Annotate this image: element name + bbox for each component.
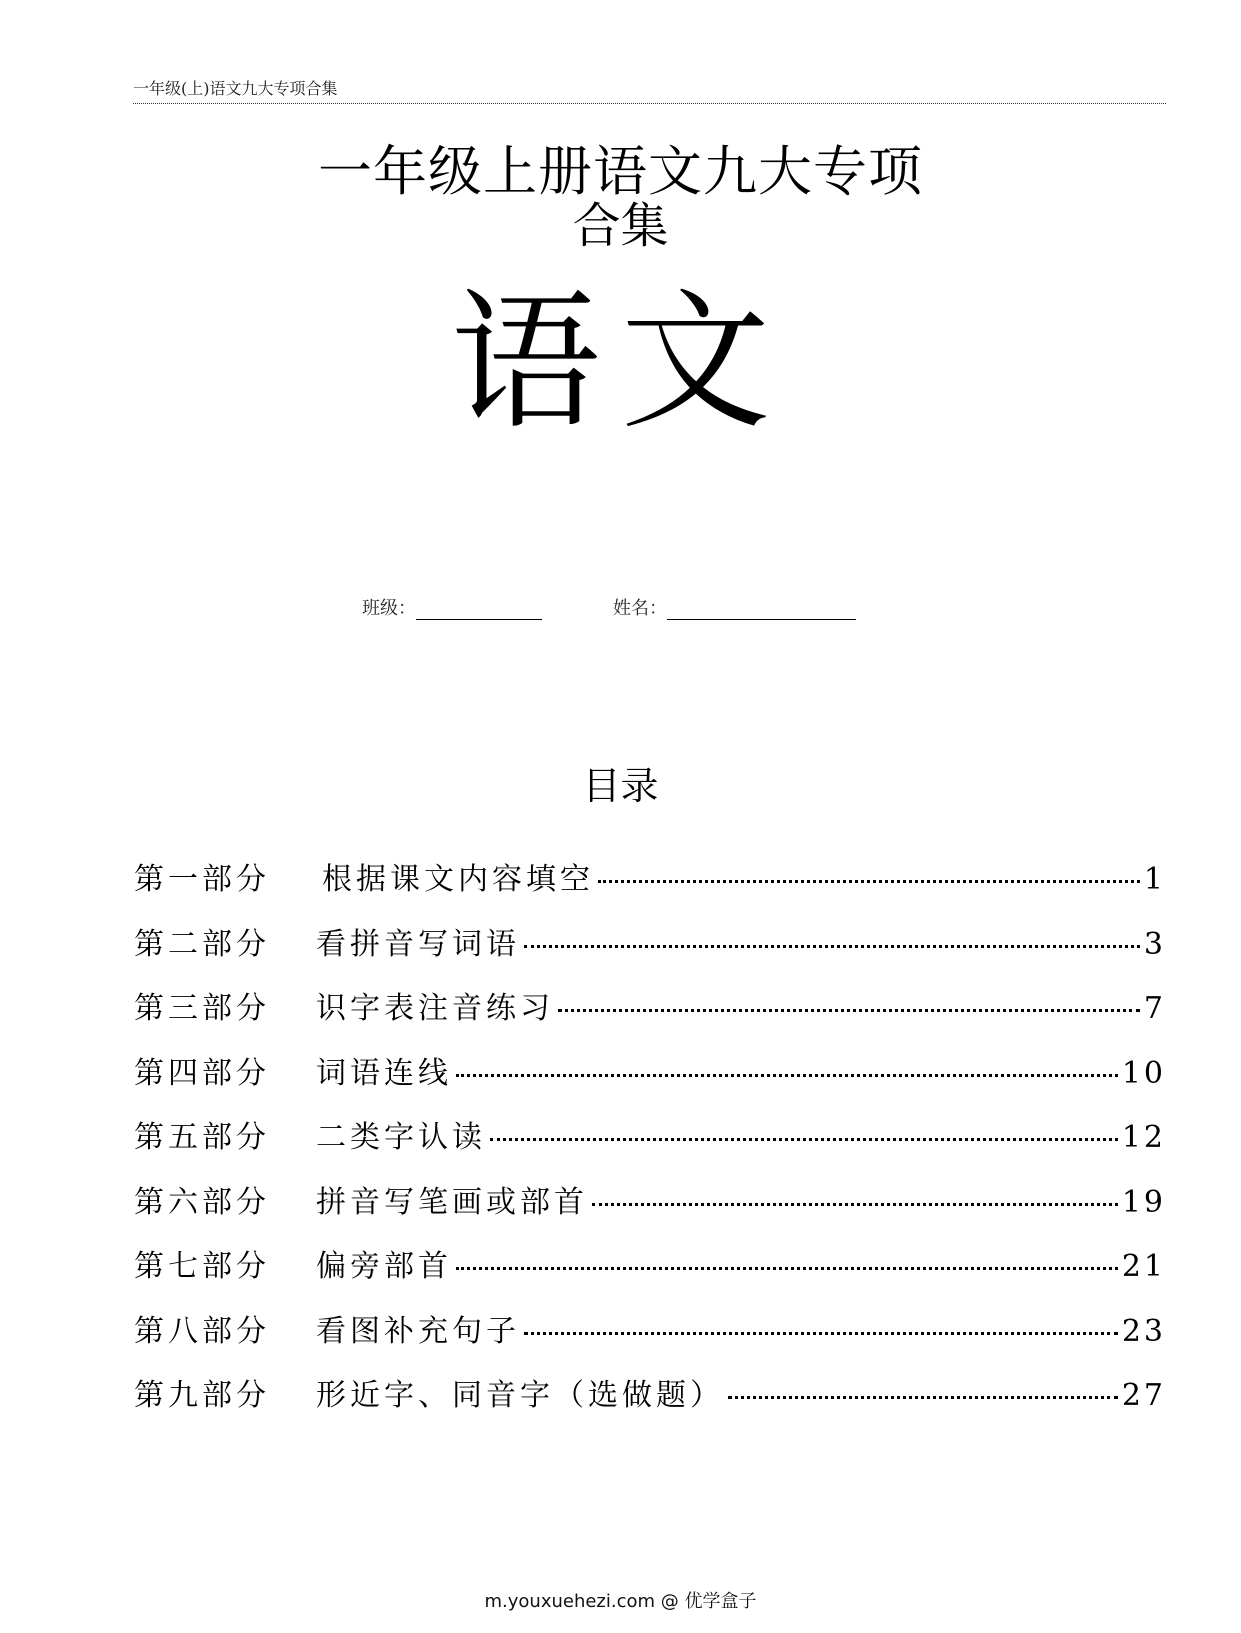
- toc-page-number: 27: [1121, 1378, 1166, 1413]
- toc-dot-leader: [558, 1009, 1140, 1012]
- running-header: 一年级(上)语文九大专项合集: [133, 78, 1166, 104]
- subject-heading: 语文: [450, 276, 791, 450]
- toc-section-title: 识字表注音练习: [316, 991, 554, 1026]
- table-of-contents: [134, 858, 1166, 1439]
- toc-page-number: 10: [1121, 1055, 1166, 1091]
- class-blank-line: [416, 601, 542, 620]
- toc-part-label: 第五部分: [134, 1120, 270, 1155]
- toc-section-title: 看拼音写词语: [316, 926, 520, 962]
- toc-section-title: 二类字认读: [316, 1120, 486, 1155]
- toc-part-label: 第九部分: [134, 1378, 270, 1413]
- class-label: 班级：: [362, 598, 416, 619]
- toc-entry: [134, 923, 1166, 988]
- toc-dot-leader: [490, 1138, 1118, 1141]
- name-field: [613, 594, 856, 620]
- toc-heading: 目录: [582, 764, 659, 808]
- name-blank-line: [667, 601, 856, 620]
- toc-part-label: 第四部分: [134, 1055, 270, 1091]
- toc-section-title: 看图补充句子: [316, 1313, 520, 1349]
- toc-section-title: 拼音写笔画或部首: [316, 1184, 588, 1220]
- toc-page-number: 1: [1143, 862, 1166, 897]
- document-title-continued: 合集: [572, 198, 669, 254]
- toc-part-label: 第三部分: [134, 991, 270, 1026]
- toc-dot-leader: [456, 1267, 1118, 1270]
- footer-watermark: m.youxuehezi.com @ 优学盒子: [484, 1591, 757, 1612]
- toc-page-number: 23: [1121, 1313, 1166, 1349]
- name-label: 姓名：: [613, 598, 667, 619]
- toc-entry: [134, 987, 1166, 1052]
- toc-entry: [134, 1374, 1166, 1439]
- toc-section-title: 根据课文内容填空: [322, 862, 594, 897]
- toc-part-label: 第二部分: [134, 926, 270, 962]
- toc-page-number: 21: [1121, 1249, 1166, 1284]
- class-field: [362, 594, 542, 620]
- toc-entry: [134, 1052, 1166, 1117]
- toc-page-number: 7: [1143, 991, 1166, 1026]
- document-title: 一年级上册语文九大专项: [318, 140, 923, 203]
- toc-entry: [134, 1310, 1166, 1375]
- toc-page-number: 12: [1121, 1120, 1166, 1155]
- toc-dot-leader: [524, 1332, 1118, 1335]
- toc-dot-leader: [598, 880, 1140, 883]
- toc-entry: [134, 1181, 1166, 1246]
- toc-part-label: 第六部分: [134, 1184, 270, 1220]
- toc-entry: [134, 858, 1166, 923]
- toc-entry: [134, 1116, 1166, 1181]
- toc-entry: [134, 1245, 1166, 1310]
- toc-page-number: 3: [1143, 926, 1166, 962]
- toc-dot-leader: [524, 945, 1140, 948]
- toc-dot-leader: [592, 1203, 1118, 1206]
- toc-dot-leader: [456, 1074, 1118, 1077]
- toc-page-number: 19: [1121, 1184, 1166, 1220]
- toc-part-label: 第七部分: [134, 1249, 270, 1284]
- toc-section-title: 词语连线: [316, 1055, 452, 1091]
- toc-dot-leader: [728, 1396, 1118, 1399]
- toc-part-label: 第一部分: [134, 862, 270, 897]
- toc-section-title: 偏旁部首: [316, 1249, 452, 1284]
- toc-section-title: 形近字、同音字（选做题）: [316, 1378, 724, 1413]
- toc-part-label: 第八部分: [134, 1313, 270, 1349]
